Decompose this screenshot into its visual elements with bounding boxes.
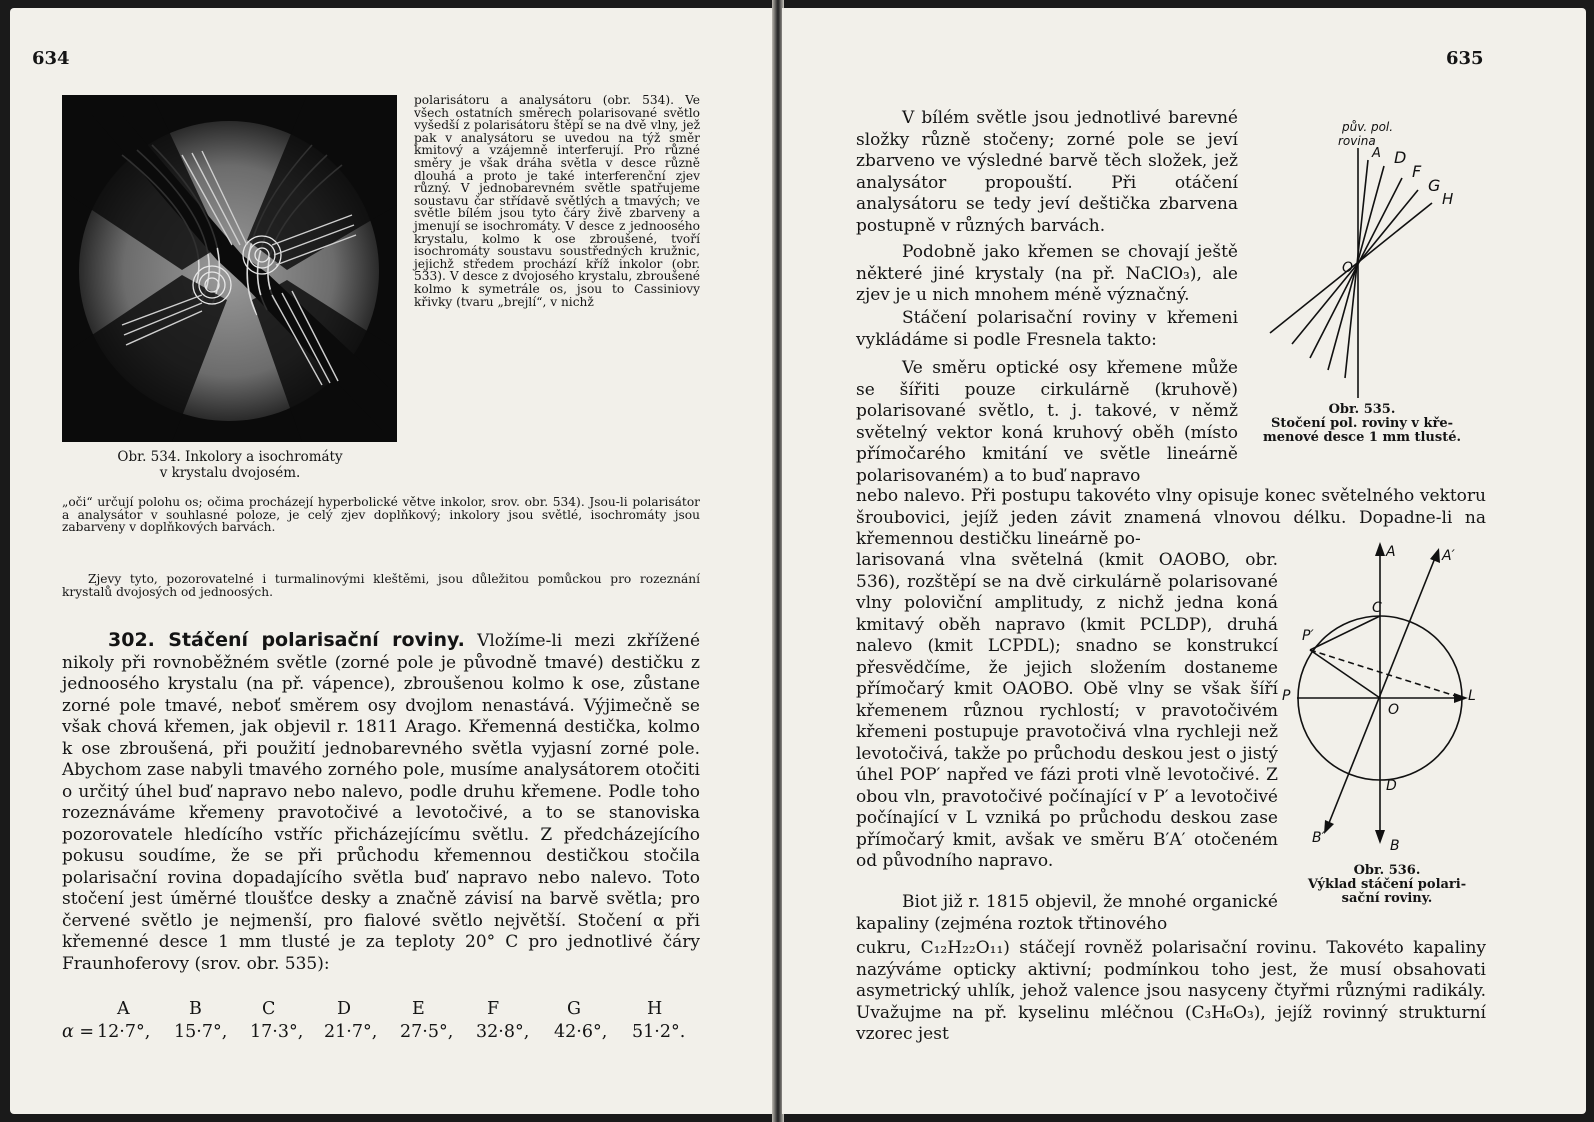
paragraph-7: Biot již r. 1815 objevil, že mnohé organické kapaliny (zejména roztok třtinového (856, 892, 1278, 934)
paragraph-2: Podobně jako křemen se chovají ještě některé jiné krystaly (na př. NaClO₃), ale zjev je u nich mnohem méně význačný. (856, 242, 1238, 305)
fig536-label: P′ (1302, 628, 1314, 644)
fig536-label: A′ (1442, 548, 1455, 564)
figure-536-caption (1282, 864, 1492, 906)
column-text-beside-figure: polarisátoru a analysátoru (obr. 534). Ve všech ostatních směrech polarisované světlo vyšedší z polarisátoru štěpí se na dvě vlny, jež pak v analysátoru se uvedou na týž směr kmitový a vzájemně interferují. Pro různé směry je však dráha světla v desce různě dlouhá a proto je také interferenční zjev různý. V jednobarevném světle spatřujeme soustavu čar střídavě světlých a tmavých; ve světle bílém jsou tyto čáry živě zbarveny a jmenují se isochromáty. V desce z jednoosého krystalu, kolmo k ose zbroušené, tvoří isochromáty soustavu soustředných kružnic, jejichž středem prochází kříž inkolor (obr. 533). V desce z dvojosého krystalu, zbroušené kolmo k symetrále os, jsou to Cassiniovy křivky (tvaru „brejlí“, v nichž (414, 93, 700, 309)
letter: F (487, 999, 500, 1019)
section-302 (62, 630, 700, 975)
fig536-label: B (1390, 838, 1400, 854)
page-number-right: 635 (1446, 48, 1484, 69)
letter: G (567, 999, 581, 1019)
fig535-letter: G (1428, 176, 1441, 195)
figure-535-caption (1242, 403, 1482, 445)
isochromates-image (62, 95, 397, 442)
fig535-label-top: pův. pol. (1342, 120, 1394, 134)
page-number-left: 634 (32, 48, 70, 69)
fig535-letter: H (1442, 190, 1454, 208)
fig536-label: A (1386, 544, 1396, 560)
fig536-label: C (1372, 600, 1382, 616)
alpha-value: 17·3°, (250, 1022, 304, 1042)
figure-536-diagram (1282, 538, 1482, 868)
caption-line: v krystalu dvojosém. (159, 465, 301, 481)
fig535-origin: O (1342, 260, 1354, 276)
figure-535-diagram (1250, 108, 1490, 408)
alpha-value: 51·2°. (632, 1022, 686, 1042)
fig535-letter: D (1394, 148, 1407, 167)
letter: B (189, 999, 202, 1019)
caption-line: Obr. 534. Inkolory a isochromáty (117, 449, 343, 465)
letter: H (647, 999, 663, 1019)
section-heading: 302. Stáčení polarisační roviny. (108, 629, 465, 651)
paragraph-3: Stáčení polarisační roviny v křemeni vykládáme si podle Fresnela takto: (856, 308, 1238, 350)
alpha-value: 21·7°, (324, 1022, 378, 1042)
section-text: Vložíme-li mezi zkřížené nikoly při rovnoběžném světle (zorné pole je původně tmavé) destičku z jednoosého krystalu (na př. vápence), zbroušenou kolmo k ose, zůstane zorné pole tmavé, neboť směrem osy dvojlom nenastává. Výjimečně se však chová křemen, jak objevil r. 1811 Arago. Křemenná destička, kolmo k ose zbroušená, při použití jednobarevného světla vyjasní zorné pole. Abychom zase nabyli tmavého zorného pole, musíme analysátorem otočiti o určitý úhel buď napravo nebo nalevo, podle druhu křemene. Podle toho rozeznáváme křemeny pravotočivé a levotočivé, a to se stanoviska pozorovatele hledícího vstříc přicházejícímu světlu. Z předcházejícího pokusu soudíme, že se při průchodu křemennou destičkou stočila polarisační rovina dopadajícího světla buď napravo nebo nalevo. Toto stočení jest úměrné tloušťce desky a značně závisí na barvě světla; pro červené světlo je nejmenší, pro fialové světlo největší. Stočení α při křemenné desce 1 mm tlusté je za teploty 20° C pro jednotlivé čáry Fraunhoferovy (srov. obr. 535): (62, 631, 701, 974)
caption-line: menové desce 1 mm tlusté. (1262, 430, 1461, 445)
fig535-letter: F (1412, 162, 1422, 181)
left-page (10, 8, 774, 1114)
alpha-value: 27·5°, (400, 1022, 454, 1042)
paragraph-1: V bílém světle jsou jednotlivé barevné složky různě stočeny; zorné pole se jeví zbarveno ve výsledné barvě těch složek, jež analysátor propouští. Při otáčení analysátoru se tedy jeví deštička zbarvena postupně v různých barvách. (856, 108, 1238, 236)
alpha-value: 12·7°, (97, 1022, 151, 1042)
caption-line: Výklad stáčení polari- (1307, 877, 1467, 892)
caption-line: Obr. 536. (1353, 863, 1421, 878)
letter: A (117, 999, 130, 1019)
alpha-label: α = (62, 1022, 95, 1042)
fig535-label-top2: rovina (1338, 134, 1376, 148)
paragraph-4: Ve směru optické osy křemene může se šířiti pouze cirkulárně (kruhově) polarisované světlo, t. j. takové, v němž světelný vektor koná kruhový oběh (místo přímočarého kmitání ve světle lineárně polarisovaném) a to buď napravo (856, 358, 1238, 486)
fig535-letter: A (1372, 146, 1381, 161)
letter: E (412, 999, 425, 1019)
alpha-value-row (62, 1021, 702, 1045)
letter: D (337, 999, 352, 1019)
paragraph-8: cukru, C₁₂H₂₂O₁₁) stáčejí rovněž polarisační rovinu. Takovéto kapaliny nazýváme opticky aktivní; podmínkou toho jest, že musí obsahovati asymetrický uhlík, jehož valence jsou nasyceny čtyřmi různými radikály. Uvažujme na př. kyselinu mléčnou (C₃H₆O₃), jejíž rovinný strukturní vzorec jest (856, 938, 1486, 1044)
paragraph-full-width-1: „oči“ určují polohu os; očima procházejí hyperbolické větve inkolor, srov. obr. 534). Jsou-li polarisátor a analysátor v souhlasné poloze, je celý zjev doplňkový; inkolory jsou světlé, isochromáty jsou zabarveny v doplňkových barvách. (62, 495, 700, 535)
alpha-value: 15·7°, (174, 1022, 228, 1042)
fig536-label: P (1282, 688, 1291, 704)
fig536-label: D (1386, 778, 1397, 794)
caption-line: Obr. 535. (1328, 402, 1396, 417)
right-page (782, 8, 1586, 1114)
fig536-label: B′ (1312, 830, 1325, 846)
alpha-value: 42·6°, (554, 1022, 608, 1042)
caption-line: sační roviny. (1341, 891, 1433, 906)
paragraph-full-width-2: Zjevy tyto, pozorovatelné i turmalinovými kleštěmi, jsou důležitou pomůckou pro rozeznání krystalů dvojosých od jednoosých. (62, 572, 700, 599)
figure-534-caption (70, 449, 390, 481)
fig536-label: O (1388, 702, 1400, 718)
paragraph-6: larisovaná vlna světelná (kmit OAOBO, obr. 536), rozštěpí se na dvě cirkulárně polarisované vlny poloviční amplitudy, z nichž jedna koná kmitavý oběh napravo (kmit PCLDP), druhá nalevo (kmit LCPDL); snadno se konstrukcí přesvědčíme, že jejich složením dostaneme přímočarý kmit OAOBO. Obě vlny se však šíří křemenem různou rychlostí; v pravotočivém křemeni postupuje pravotočivá vlna rychleji než levotočivá, takže po průchodu deskou jest o jistý úhel POP′ napřed ve fázi proti vlně levotočivé. Z obou vln, pravotočivé počínající v P′ a levotočivé počínající v L vzniká po průchodu deskou zase přímočarý kmit, avšak ve směru B′A′ otočeném od původního napravo. (856, 550, 1278, 871)
alpha-value: 32·8°, (476, 1022, 530, 1042)
fig536-label: L (1468, 688, 1476, 704)
interference-photo (62, 95, 397, 442)
letter: C (262, 999, 276, 1019)
caption-line: Stočení pol. roviny v kře- (1270, 416, 1454, 431)
paragraph-5: nebo nalevo. Při postupu takovéto vlny opisuje konec světelného vektoru šroubovici, jejíž jeden závit znamená vlnovou délku. Dopadne-li na křemennou destičku lineárně po- (856, 486, 1486, 549)
fraunhofer-letter-row (62, 998, 702, 1022)
